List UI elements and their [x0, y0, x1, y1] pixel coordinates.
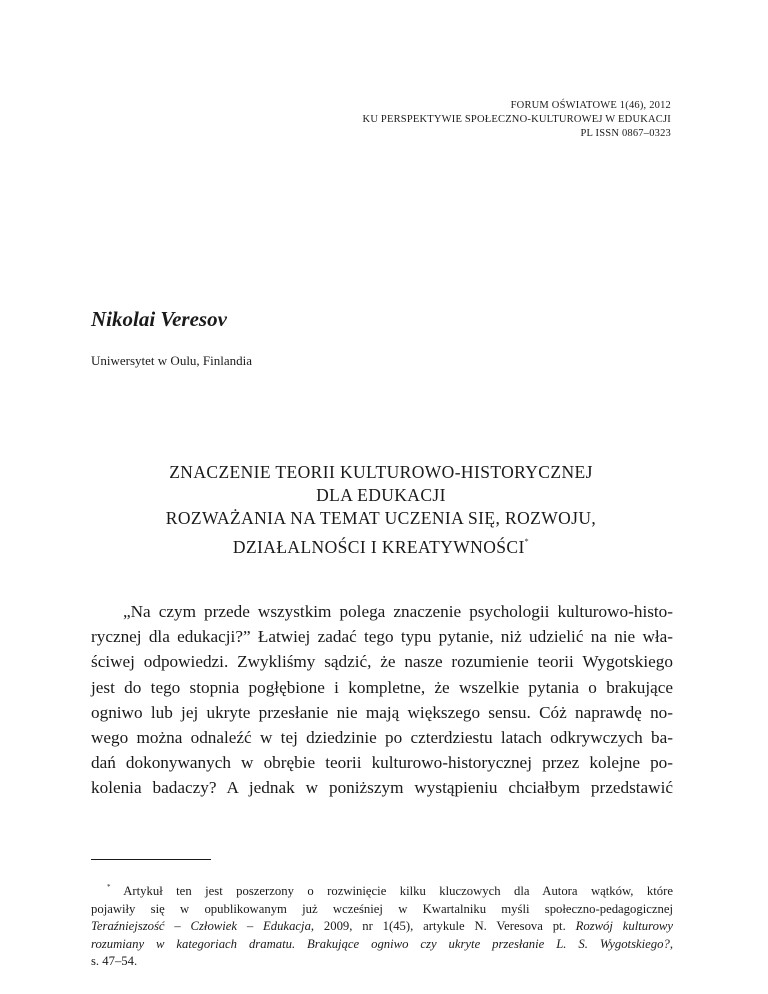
footnote-text: , 2009, nr 1(45), artykule N. Veresova pt. — [310, 919, 576, 933]
title-footnote-marker[interactable]: * — [524, 537, 530, 546]
body-line: „Na czym przede wszystkim polega znaczenie psychologii kulturowo-histo- — [123, 602, 673, 621]
body-line: jest do tego stopnia pogłębione i kompletne, że wszelkie pytania o brakujące — [91, 677, 673, 697]
body-line: wego można odnaleźć w tej dziedzinie po czterdziestu latach odkrywczych ba- — [91, 728, 673, 748]
title-line-4 — [91, 530, 671, 559]
footnote — [91, 879, 673, 971]
journal-header — [363, 99, 671, 141]
title-line-1: ZNACZENIE TEORII KULTUROWO-HISTORYCZNEJ — [169, 462, 593, 482]
footnote-text: , — [669, 936, 673, 951]
footnote-article-title-start: Rozwój kulturowy — [575, 919, 674, 933]
footnote-line-1 — [91, 879, 673, 901]
author-affiliation: Uniwersytet w Oulu, Finlandia — [91, 353, 253, 368]
author-name: Nikolai Veresov — [91, 307, 227, 331]
journal-section: KU PERSPEKTYWIE SPOŁECZNO-KULTUROWEJ W EDUKACJI — [362, 114, 671, 125]
body-line: rycznej dla edukacji?” Łatwiej zadać tego typu pytanie, niż udzielić na nie wła- — [91, 627, 673, 647]
journal-issue: FORUM OŚWIATOWE 1(46), 2012 — [510, 100, 671, 111]
footnote-line-5: s. 47–54. — [91, 954, 138, 968]
footnote-marker: * — [107, 883, 111, 891]
article-title — [91, 461, 671, 559]
footnote-line-4 — [91, 936, 673, 954]
footnote-text: Artykuł ten jest poszerzony o rozwinięcie kilku kluczowych dla Autora wątków, które — [123, 884, 673, 898]
footnote-journal-title: Teraźniejszość – Człowiek – Edukacja — [91, 919, 311, 933]
title-line-3: ROZWAŻANIA NA TEMAT UCZENIA SIĘ, ROZWOJU, — [165, 508, 597, 528]
title-line-2: DLA EDUKACJI — [316, 485, 446, 505]
article-body — [91, 599, 673, 801]
footnote-line-3 — [91, 918, 673, 936]
footnote-divider — [91, 859, 211, 860]
body-line: ściwej odpowiedzi. Zwykliśmy sądzić, że nasze rozumienie teorii Wygotskiego — [91, 652, 673, 672]
body-line: dań dokonywanych w obrębie teorii kulturowo-historycznej przez kolejne po- — [91, 753, 673, 773]
footnote-article-title-end: rozumiany w kategoriach dramatu. Brakujące ogniwo czy ukryte przesłanie L. S. Wygotskiego? — [91, 936, 670, 951]
journal-issn: PL ISSN 0867–0323 — [580, 128, 671, 139]
footnote-line-2: pojawiły się w opublikowanym już wcześniej w Kwartalniku myśli społeczno-pedagogicznej — [91, 901, 673, 916]
body-line: kolenia badaczy? A jednak w poniższym wystąpieniu chciałbym przedstawić — [91, 778, 673, 798]
body-line: ogniwo lub jej ukryte przesłanie nie mają większego sensu. Cóż naprawdę no- — [91, 702, 673, 722]
title-line-4-text: DZIAŁALNOŚCI I KREATYWNOŚCI — [232, 537, 525, 557]
